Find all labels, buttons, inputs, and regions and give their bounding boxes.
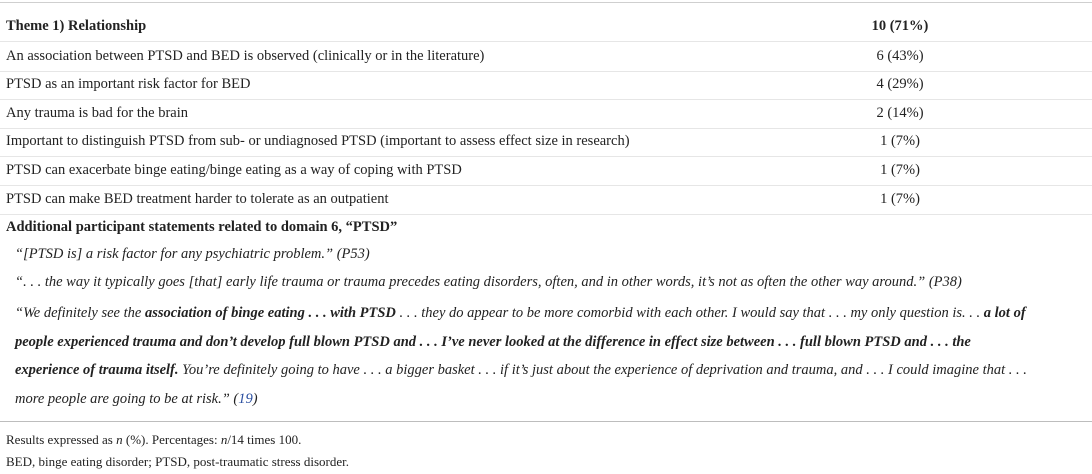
quote-19-line-1	[15, 305, 1026, 322]
table-row	[0, 128, 1092, 157]
quote-emphasis: association of binge eating . . . with PTSD	[144, 305, 396, 321]
quote-text: “We definitely see the	[15, 305, 145, 321]
quote-text: . . . they do appear to be more comorbid with each other. I would say that . . . my only question is. . .	[395, 305, 984, 321]
theme-total: 10 (71%)	[871, 18, 929, 34]
table-top-rule	[0, 2, 1092, 3]
footnote-abbreviations: BED, binge eating disorder; PTSD, post-traumatic stress disorder.	[6, 454, 350, 469]
row-value: 2 (14%)	[876, 105, 924, 121]
row-value: 1 (7%)	[880, 191, 920, 207]
footnote-text: (%). Percentages:	[122, 432, 221, 447]
row-label: Important to distinguish PTSD from sub- or undiagnosed PTSD (important to assess effect size in research)	[6, 133, 630, 149]
footnote-results	[6, 432, 301, 448]
quote-emphasis: a lot of	[983, 305, 1026, 321]
footnote-text: /14 times 100.	[227, 432, 302, 447]
table-row	[0, 157, 1092, 186]
quote-emphasis: people experienced trauma and don’t develop full blown PTSD and . . . I’ve never looked at the difference in effect size between . . . full blown PTSD and . . . the	[15, 334, 971, 350]
quote-19-line-2	[15, 334, 971, 351]
row-value: 1 (7%)	[880, 162, 920, 178]
table-bottom-rule	[0, 421, 1092, 422]
quote-19-line-3	[15, 362, 1027, 379]
row-label: PTSD can make BED treatment harder to tolerate as an outpatient	[6, 191, 389, 207]
quote-text: )	[252, 391, 258, 407]
additional-statements-heading: Additional participant statements related to domain 6, “PTSD”	[6, 219, 398, 235]
footnote-italic: n	[116, 432, 123, 447]
footnote-text: Results expressed as	[6, 432, 117, 447]
quote-19-line-4	[15, 391, 258, 408]
quote-p38: “. . . the way it typically goes [that] early life trauma or trauma precedes eating disorders, often, and in other words, it’s not as often the other way around.” (P38)	[15, 274, 962, 290]
theme-title: Theme 1) Relationship	[6, 18, 147, 34]
row-value: 1 (7%)	[880, 133, 920, 149]
citation-link[interactable]: 19	[238, 391, 253, 407]
row-value: 6 (43%)	[876, 48, 924, 64]
quote-p53: “[PTSD is] a risk factor for any psychiatric problem.” (P53)	[15, 246, 370, 262]
row-label: An association between PTSD and BED is observed (clinically or in the literature)	[6, 48, 485, 64]
quote-text: You’re definitely going to have . . . a bigger basket . . . if it’s just about the experience of deprivation and trauma, and . . . I could imagine that . . .	[178, 362, 1027, 378]
table-row	[0, 43, 1092, 72]
quote-text: more people are going to be at risk.” (	[15, 391, 239, 407]
theme-row	[0, 13, 1092, 42]
table-row	[0, 186, 1092, 215]
row-label: PTSD as an important risk factor for BED	[6, 76, 251, 92]
quote-emphasis: experience of trauma itself.	[15, 362, 179, 378]
row-label: PTSD can exacerbate binge eating/binge eating as a way of coping with PTSD	[6, 162, 462, 178]
footnote-italic: n	[220, 432, 228, 447]
table-row	[0, 71, 1092, 100]
table-row	[0, 100, 1092, 129]
row-value: 4 (29%)	[876, 76, 924, 92]
row-label: Any trauma is bad for the brain	[6, 105, 189, 121]
